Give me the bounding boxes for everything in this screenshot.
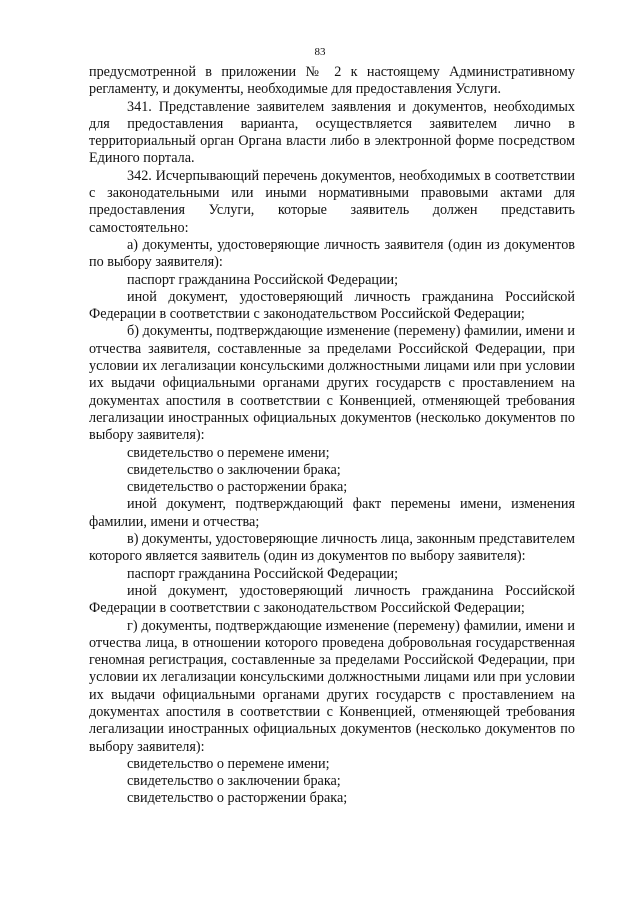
list-subitem: паспорт гражданина Российской Федерации; <box>127 565 399 582</box>
list-subitem: свидетельство о перемене имени; <box>127 444 330 461</box>
list-subitem: паспорт гражданина Российской Федерации; <box>127 271 399 288</box>
list-item-a: а) документы, удостоверяющие личность заявителя (один из документов по выбору заявителя): <box>89 236 575 271</box>
list-subitem: свидетельство о расторжении брака; <box>127 479 348 496</box>
list-item-b: б) документы, подтверждающие изменение (перемену) фамилии, имени и отчества заявителя, составленные за пределами Российской Федерации, при условии их легализации консульскими должностными лицами или при условии их выдачи официальными органами других государств с проставлением на документах апостиля в соответствии с Конвенцией, отменяющей требования легализации иностранных официальных документов (несколько документов по выбору заявителя): <box>89 323 575 444</box>
page-number: 83 <box>314 46 326 58</box>
list-item-v: в) документы, удостоверяющие личность лица, законным представителем которого является заявитель (один из документов по выбору заявителя): <box>89 531 575 565</box>
paragraph-continuation: предусмотренной в приложении № 2 к настоящему Административному регламенту, и документы, необходимые для предоставления Услуги. <box>89 64 575 98</box>
paragraph-341: 341. Представление заявителем заявления и документов, необходимых для предоставления варианта, осуществляется заявителем лично в территориальный орган Органа власти либо в электронной форме посредством Единого портала. <box>89 98 575 167</box>
list-subitem: свидетельство о заключении брака; <box>127 461 341 478</box>
paragraph-342: 342. Исчерпывающий перечень документов, необходимых в соответствии с законодательными или иными нормативными правовыми актами для предоставления Услуги, которые заявитель должен представить самостоятельно: <box>89 167 575 236</box>
list-subitem: иной документ, подтверждающий факт перемены имени, изменения фамилии, имени и отчества; <box>89 496 575 530</box>
list-subitem: свидетельство о заключении брака; <box>127 773 341 790</box>
list-subitem: свидетельство о расторжении брака; <box>127 790 348 807</box>
list-item-g: г) документы, подтверждающие изменение (перемену) фамилии, имени и отчества лица, в отношении которого проведена добровольная государственная геномная регистрация, составленные за пределами Российской Федерации, при условии их легализации консульскими должностными лицами или при условии их выдачи официальными органами других государств с проставлением на документах апостиля в соответствии с Конвенцией, отменяющей требования легализации иностранных официальных документов (несколько документов по выбору заявителя): <box>89 617 575 755</box>
list-subitem: иной документ, удостоверяющий личность гражданина Российской Федерации в соответствии с законодательством Российской Федерации; <box>89 288 575 323</box>
list-subitem: свидетельство о перемене имени; <box>127 755 330 772</box>
document-body <box>89 64 575 808</box>
list-subitem: иной документ, удостоверяющий личность гражданина Российской Федерации в соответствии с законодательством Российской Федерации; <box>89 582 575 617</box>
